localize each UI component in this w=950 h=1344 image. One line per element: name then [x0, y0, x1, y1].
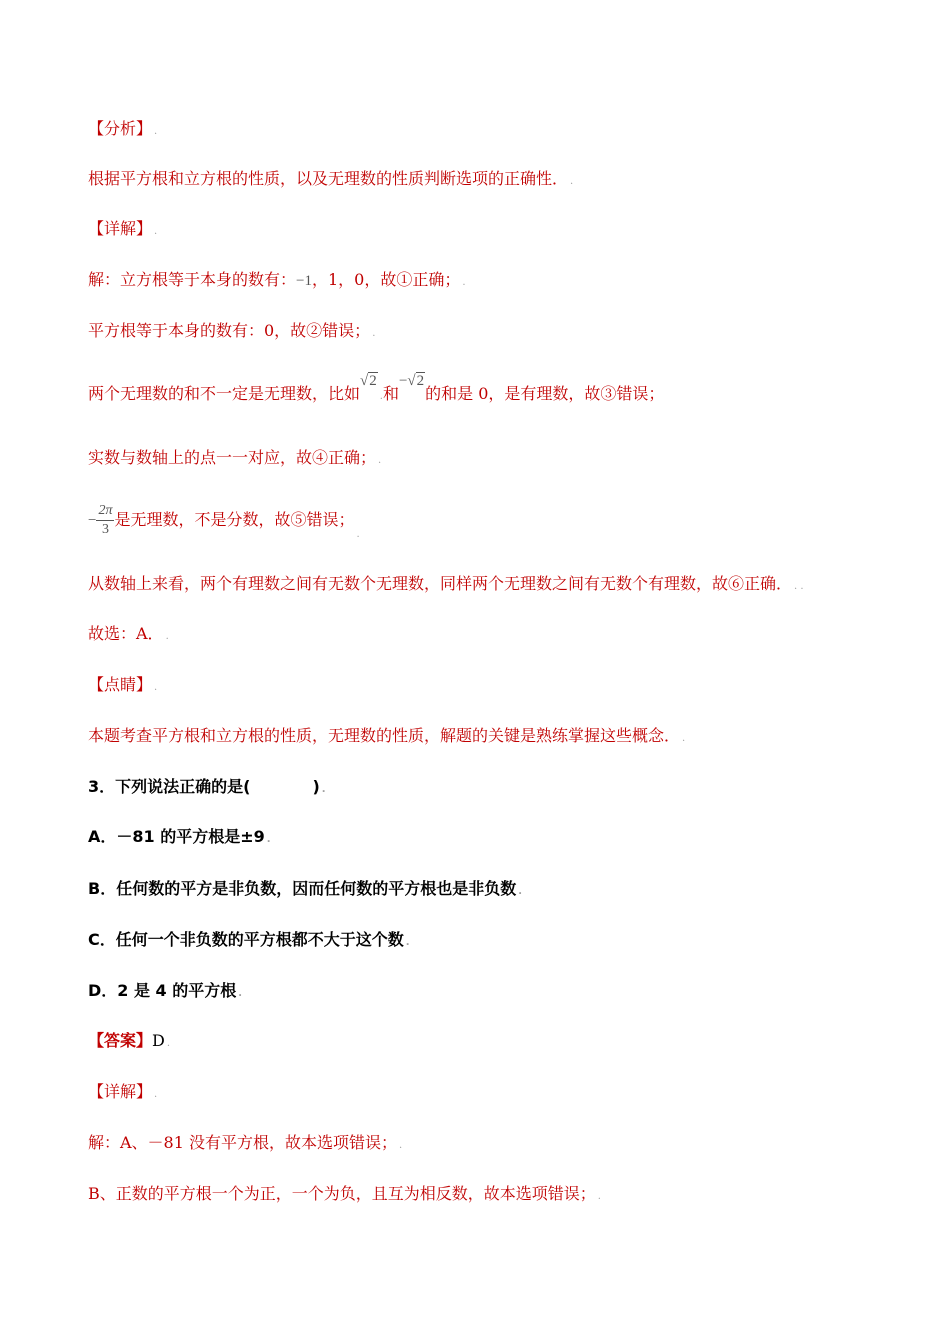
solution-line-2: B、正数的平方根一个为正，一个为负，且互为相反数，故本选项错误； .	[88, 1184, 601, 1203]
answer-line: 【答案】D .	[88, 1031, 171, 1050]
solution-heading: 【详解】 .	[88, 1082, 158, 1101]
option-d: D．2 是 4 的平方根 .	[88, 981, 243, 1000]
detail-line-1: 解：立方根等于本身的数有：−1，1，0，故①正确； .	[88, 270, 466, 289]
detail-heading: 【详解】 .	[88, 219, 158, 238]
analysis-heading: 【分析】 .	[88, 119, 158, 138]
comment-text: 本题考查平方根和立方根的性质，无理数的性质，解题的关键是熟练掌握这些概念． .	[88, 726, 686, 745]
comment-heading: 【点睛】 .	[88, 675, 158, 694]
two-pi-over-three: $\frac{2\pi}{3}$	[98, 503, 113, 537]
option-c: C．任何一个非负数的平方根都不大于这个数 .	[88, 930, 410, 949]
option-a: A．－81 的平方根是±9 .	[88, 827, 271, 846]
detail-line-3: 两个无理数的和不一定是无理数，比如√2.和−√2的和是 0，是有理数，故③错误；	[88, 383, 664, 408]
analysis-text: 根据平方根和立方根的性质，以及无理数的性质判断选项的正确性． .	[88, 169, 574, 188]
answer-value: D	[152, 1031, 165, 1050]
option-b: B．任何数的平方是非负数，因而任何数的平方根也是非负数 .	[88, 879, 523, 898]
question-stem: 3．下列说法正确的是( ) .	[88, 777, 326, 796]
detail-line-4: 实数与数轴上的点一一对应，故④正确； .	[88, 448, 382, 467]
sqrt-two: √2	[360, 373, 377, 389]
detail-line-2: 平方根等于本身的数有：0，故②错误； .	[88, 321, 376, 340]
minus-one: −1	[296, 273, 312, 289]
choose-line: 故选：A． .	[88, 624, 169, 643]
solution-line-1: 解：A、－81 没有平方根，故本选项错误； .	[88, 1133, 403, 1152]
detail-line-6: 从数轴上来看，两个有理数之间有无数个无理数，同样两个无理数之间有无数个有理数，故⑥正确． . .	[88, 574, 804, 593]
detail-line-5: − $\frac{2\pi}{3}$ 是无理数，不是分数，故⑤错误；$_.$	[88, 503, 360, 540]
neg-sqrt-two: −√2	[398, 373, 425, 389]
